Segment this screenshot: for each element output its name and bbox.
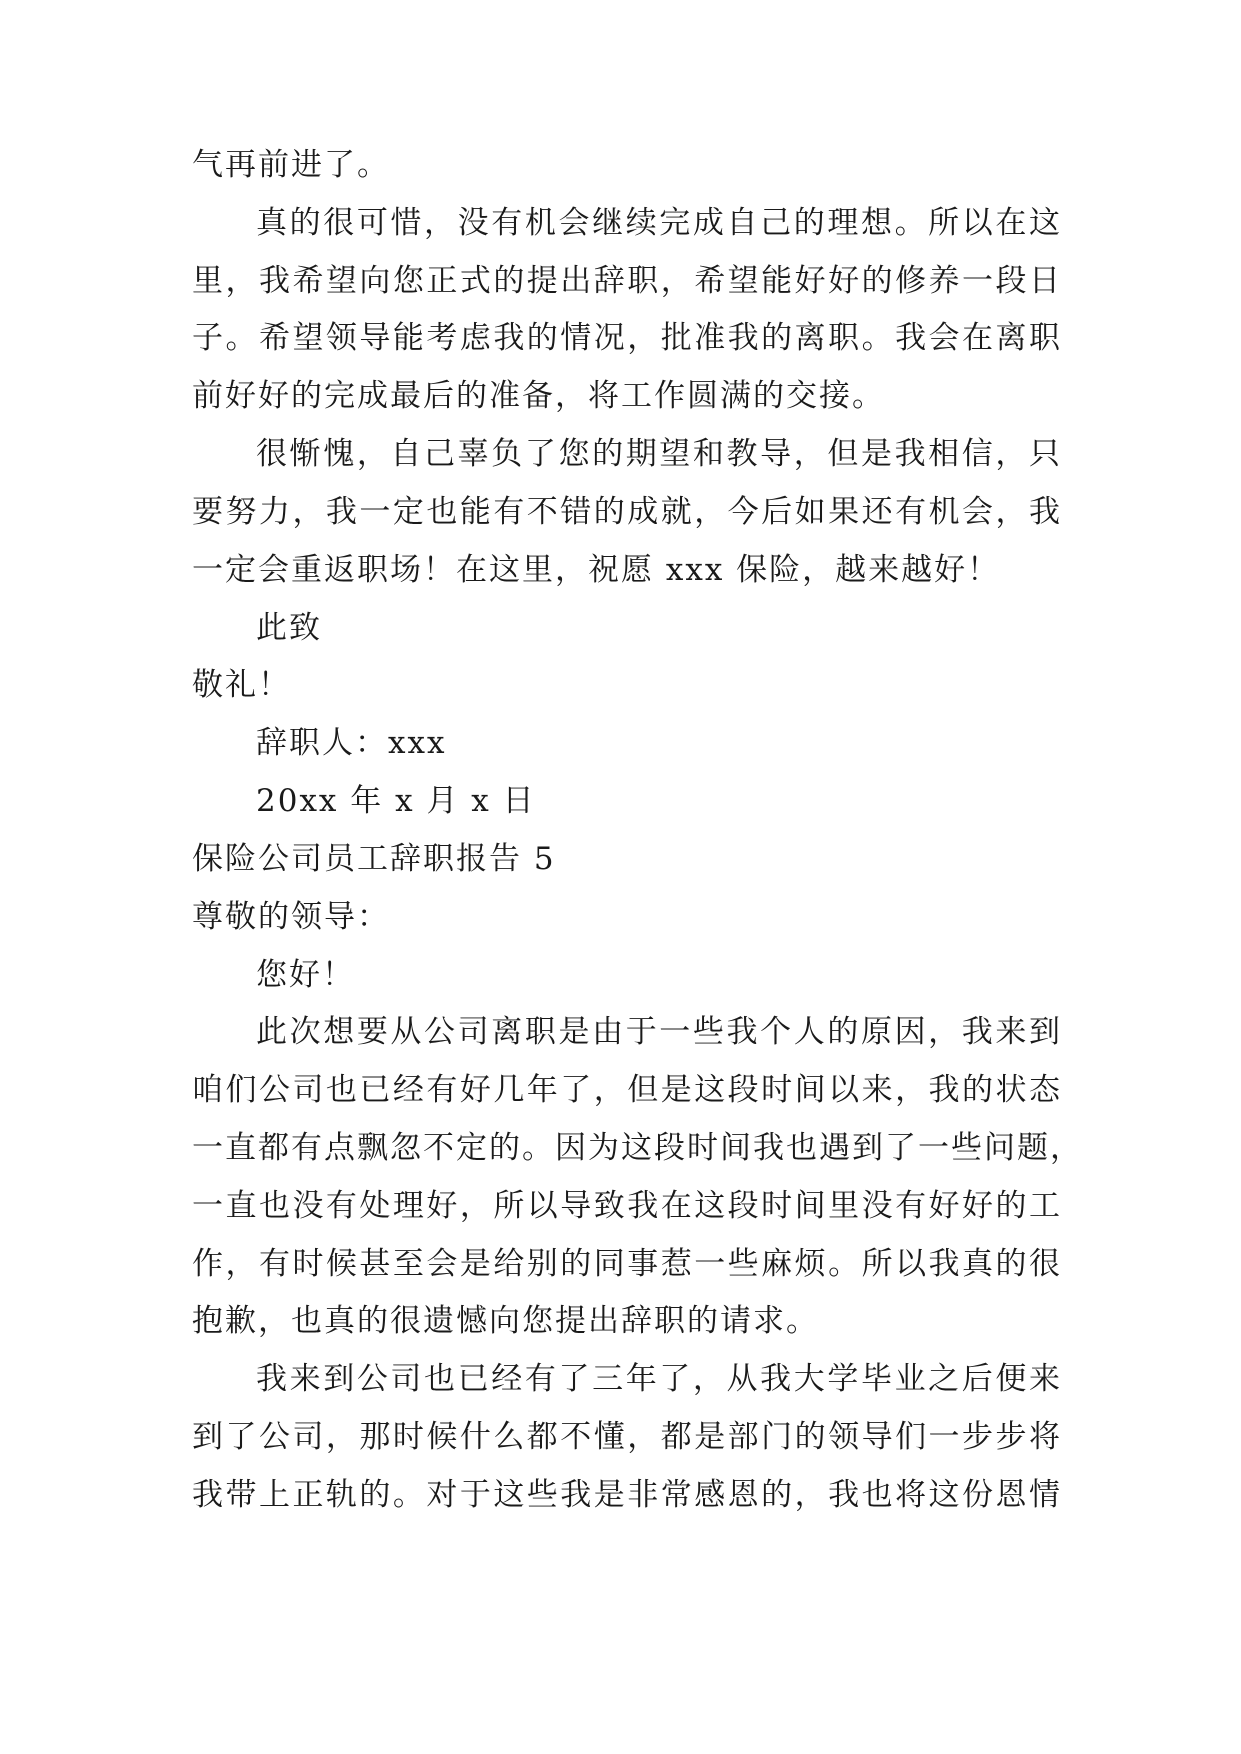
signature-line: 辞职人：xxx [256, 725, 447, 761]
text-line: 我带上正轨的。对于这些我是非常感恩的，我也将这份恩情 [192, 1477, 1062, 1513]
text-line: 很惭愧，自己辜负了您的期望和教导，但是我相信，只 [256, 436, 1062, 472]
text-line: 一直也没有处理好，所以导致我在这段时间里没有好好的工 [192, 1188, 1062, 1224]
salutation: 尊敬的领导： [192, 899, 390, 935]
text-line: 里，我希望向您正式的提出辞职，希望能好好的修养一段日 [192, 263, 1062, 299]
text-line: 要努力，我一定也能有不错的成就，今后如果还有机会，我 [192, 494, 1062, 530]
text-line: 咱们公司也已经有好几年了，但是这段时间以来，我的状态 [192, 1072, 1062, 1108]
text-line: 作，有时候甚至会是给别的同事惹一些麻烦。所以我真的很 [192, 1246, 1062, 1282]
text-line: 抱歉，也真的很遗憾向您提出辞职的请求。 [192, 1303, 819, 1339]
text-line: 真的很可惜，没有机会继续完成自己的理想。所以在这 [256, 205, 1062, 241]
text-line: 一定会重返职场！在这里，祝愿 xxx 保险，越来越好！ [192, 552, 1001, 588]
date-line: 20xx 年 x 月 x 日 [256, 783, 536, 819]
text-line: 敬礼！ [192, 667, 291, 703]
text-line: 我来到公司也已经有了三年了，从我大学毕业之后便来 [256, 1361, 1062, 1397]
text-line: 气再前进了。 [192, 147, 390, 183]
greeting: 您好！ [256, 957, 355, 993]
section-heading: 保险公司员工辞职报告 5 [192, 841, 556, 877]
text-line: 此次想要从公司离职是由于一些我个人的原因，我来到 [256, 1014, 1062, 1050]
text-line: 一直都有点飘忽不定的。因为这段时间我也遇到了一些问题， [192, 1130, 1083, 1166]
text-line: 子。希望领导能考虑我的情况，批准我的离职。我会在离职 [192, 320, 1062, 356]
text-line: 到了公司，那时候什么都不懂，都是部门的领导们一步步将 [192, 1419, 1062, 1455]
text-line: 前好好的完成最后的准备，将工作圆满的交接。 [192, 378, 885, 414]
text-line: 此致 [256, 610, 322, 646]
